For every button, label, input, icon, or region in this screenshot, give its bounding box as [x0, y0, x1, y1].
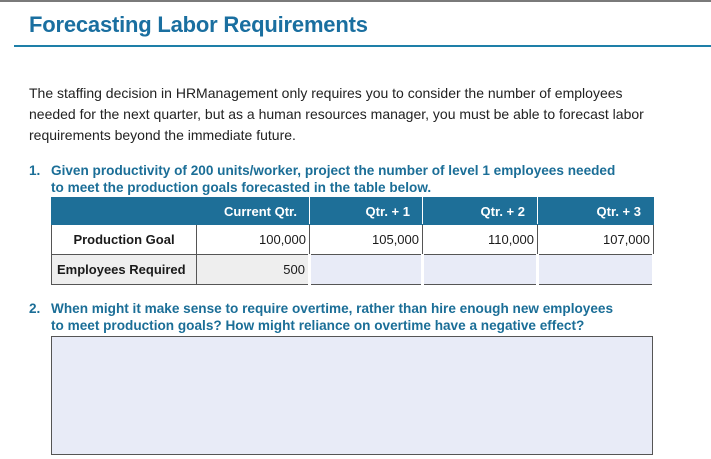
question-2-line-1: When might it make sense to require overtime, rather than hire enough new employees: [51, 301, 614, 316]
employees-required-qtr-2-input[interactable]: [423, 255, 538, 285]
header-empty: [52, 198, 197, 225]
production-goal-qtr-3: 107,000: [538, 225, 654, 255]
employees-required-qtr-3-input[interactable]: [538, 255, 654, 285]
header-qtr-plus-3: Qtr. + 3: [538, 198, 654, 225]
question-1: [29, 162, 669, 196]
table-row-employees-required: [52, 255, 654, 285]
question-2-line-2: to meet production goals? How might reliance on overtime have a negative effect?: [51, 318, 585, 333]
question-1-line-2: to meet the production goals forecasted in the table below.: [51, 180, 432, 195]
question-1-line-1: Given productivity of 200 units/worker, project the number of level 1 employees needed: [51, 163, 616, 178]
table-row-production-goal: [52, 225, 654, 255]
table-header-row: [52, 198, 654, 225]
production-goal-qtr-1: 105,000: [310, 225, 423, 255]
answer-text-area[interactable]: [51, 336, 653, 455]
question-2-number: 2.: [29, 301, 41, 316]
employees-required-current: 500: [197, 255, 310, 285]
production-goal-label: Production Goal: [52, 225, 197, 255]
header-qtr-plus-2: Qtr. + 2: [423, 198, 538, 225]
title-divider: [14, 45, 711, 47]
page-title: Forecasting Labor Requirements: [29, 12, 368, 37]
intro-paragraph: The staffing decision in HRManagement only requires you to consider the number of employees needed for the next quarter, but as a human resources manager, you must be able to forecast labor requirements beyond the immediate future.: [29, 85, 644, 143]
labor-table: [51, 197, 655, 285]
question-2: [29, 300, 669, 334]
employees-required-qtr-1-input[interactable]: [310, 255, 423, 285]
header-current-qtr: Current Qtr.: [197, 198, 310, 225]
production-goal-current: 100,000: [197, 225, 310, 255]
header-qtr-plus-1: Qtr. + 1: [310, 198, 423, 225]
production-goal-qtr-2: 110,000: [423, 225, 538, 255]
top-rule: [0, 0, 711, 2]
employees-required-label: Employees Required: [52, 255, 197, 285]
question-1-number: 1.: [29, 163, 41, 178]
